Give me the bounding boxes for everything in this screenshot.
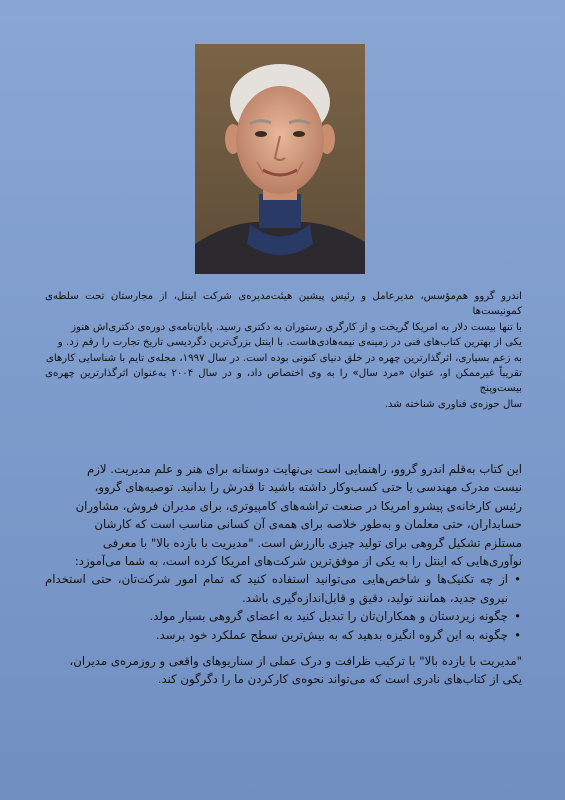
description-line: رئیس کارخانه‌ی پیشرو امریکا در صنعت تراشه‌های کامپیوتری، برای مدیران فروش، مشاوران bbox=[75, 498, 522, 513]
description-line: نیست مدرک مهندسی یا حتی کسب‌وکار داشته باشید تا قدرش را بدانید. توصیه‌های گروو، bbox=[94, 480, 522, 495]
bio-line: با تنها بیست دلار به امریکا گریخت و از کارگری رستوران به دکتری رسید. پایان‌نامه‌ی دوره‌ی دکتری‌اش هنوز bbox=[71, 321, 522, 333]
description-line: نوآوری‌هایی که اینتل را به یکی از موفق‌ترین شرکت‌های امریکا کرده است، به شما می‌آموزد: bbox=[74, 554, 522, 569]
bio-line: سال حوزه‌ی فناوری شناخته شد. bbox=[384, 398, 522, 410]
bio-line: تقریباً غیرممکن او، عنوان «مرد سال» را به وی اختصاص داد، و در سال ۲۰۰۴ به‌عنوان اثرگذارترین چهره‌ی بیست‌وپنج bbox=[45, 368, 522, 395]
closing-line: یکی از کتاب‌های نادری است که می‌تواند نحوه‌ی کارکردن ما را دگرگون کند. bbox=[157, 672, 522, 687]
description-line: مستلزم تشکیل گروهی برای تولید چیزی باارزش است. "مدیریت با بازده بالا" با معرفی bbox=[102, 535, 522, 550]
benefit-item: • چگونه زیردستان و همکاران‌تان را تبدیل کنید به اعضای گروهی بسیار مولد. bbox=[45, 607, 508, 625]
author-bio bbox=[45, 289, 522, 412]
book-description bbox=[45, 460, 522, 689]
bio-line: به زعم بسیاری، اثرگذارترین چهره در خلق دنیای کنونی بوده است. در سال ۱۹۹۷، مجله‌ی تایم با شناسایی کارهای bbox=[45, 352, 522, 364]
description-line: حسابداران، حتی معلمان و به‌طور خلاصه برای همه‌ی آن کسانی مناسب است که کارشان bbox=[94, 517, 522, 532]
author-portrait-photo bbox=[195, 44, 365, 274]
closing-line: "مدیریت با بازده بالا" با ترکیب ظرافت و درک عملی از سناریوهای واقعی و روزمره‌ی مدیران، bbox=[69, 654, 522, 669]
bio-line: یکی از بهترین کتاب‌های فنی در زمینه‌ی نیمه‌هادی‌هاست. با اینتل بزرگ‌ترین دگردیسی تاریخ تجارت را رقم زد. و bbox=[57, 337, 522, 349]
benefit-item: • از چه تکنیک‌ها و شاخص‌هایی می‌توانید استفاده کنید که تمام امور شرکت‌تان، حتی استخدام نیروی جدید، همانند تولید، دقیق و قابل‌اندازه‌گیری باشد. bbox=[45, 570, 508, 607]
description-line: این کتاب به‌قلم اندرو گروو، راهنمایی است بی‌نهایت دوستانه برای هنر و علم مدیریت. لازم bbox=[87, 462, 522, 476]
benefits-list bbox=[45, 570, 522, 644]
bio-line: اندرو گروو هم‌مؤسس، مدیرعامل و رئیس پیشین هیئت‌مدیره‌ی شرکت اینتل، از مجارستان تحت سلطه‌ی کمونیست‌ها bbox=[45, 291, 522, 318]
benefit-item: • چگونه به این گروه انگیزه بدهید که به بیش‌ترین سطح عملکرد خود برسد. bbox=[45, 626, 508, 644]
